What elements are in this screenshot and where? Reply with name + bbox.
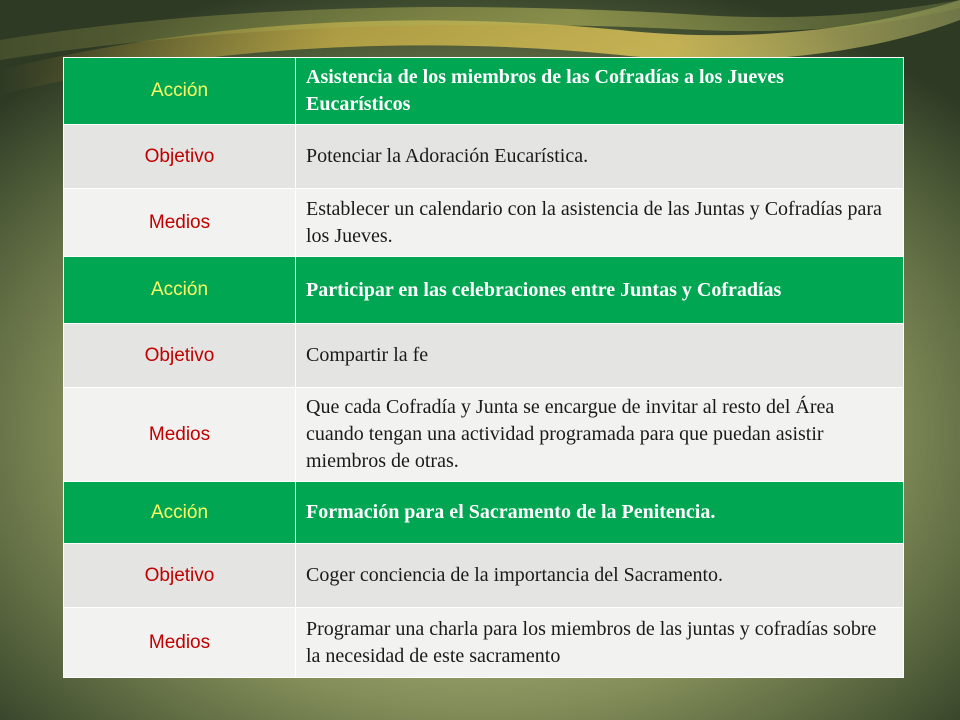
table-row [64,324,904,388]
row-text: Asistencia de los miembros de las Cofradías a los Jueves Eucarísticos [296,58,904,125]
table-row [64,58,904,125]
row-label: Acción [64,58,296,125]
row-text: Establecer un calendario con la asistencia de las Juntas y Cofradías para los Jueves. [296,189,904,257]
table-row [64,125,904,189]
table-row [64,388,904,482]
row-text: Formación para el Sacramento de la Penitencia. [296,482,904,544]
row-label: Medios [64,388,296,482]
actions-table [63,57,904,678]
row-text: Programar una charla para los miembros de las juntas y cofradías sobre la necesidad de este sacramento [296,608,904,678]
table-row [64,544,904,608]
table-row [64,257,904,324]
row-text: Potenciar la Adoración Eucarística. [296,125,904,189]
row-label: Acción [64,482,296,544]
row-label: Medios [64,608,296,678]
table-row [64,482,904,544]
row-label: Acción [64,257,296,324]
table-row [64,608,904,678]
row-text: Coger conciencia de la importancia del Sacramento. [296,544,904,608]
row-label: Objetivo [64,324,296,388]
row-text: Participar en las celebraciones entre Juntas y Cofradías [296,257,904,324]
row-label: Medios [64,189,296,257]
row-label: Objetivo [64,544,296,608]
row-text: Que cada Cofradía y Junta se encargue de invitar al resto del Área cuando tengan una actividad programada para que puedan asistir miembros de otras. [296,388,904,482]
row-text: Compartir la fe [296,324,904,388]
row-label: Objetivo [64,125,296,189]
table-row [64,189,904,257]
